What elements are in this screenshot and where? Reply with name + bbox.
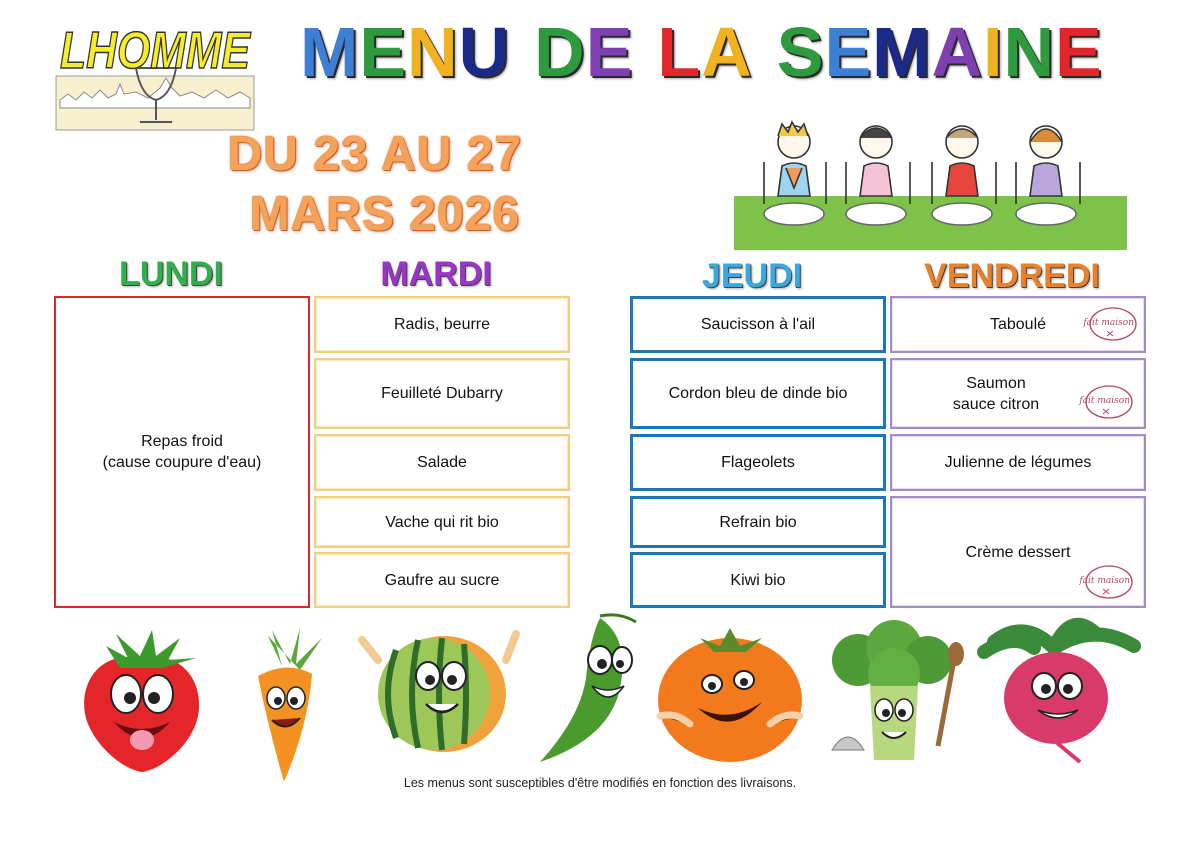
fait-maison-label: fait maison [1083,318,1134,328]
day-header-vendredi: VENDREDI [924,257,1100,295]
vendredi-item [890,496,1146,608]
title-letter: M [300,13,360,91]
title-letter: L [657,13,702,91]
fait-maison-label: fait maison [1079,396,1130,406]
jeudi-item: Flageolets [630,434,886,491]
mardi-item: Feuilleté Dubarry [314,358,570,429]
day-header-jeudi: JEUDI [701,257,803,295]
fait-maison-label: fait maison [1079,576,1130,586]
vendredi-item-label: Saumon sauce citron [952,374,1040,413]
day-header-lundi: LUNDI [119,255,223,293]
vendredi-item-label: Crème dessert [965,543,1071,561]
title-letter: E [824,13,873,91]
title-letter: D [534,13,586,91]
title-letter: A [701,13,753,91]
strawberry-character-illustration [76,628,206,774]
day-header-mardi: MARDI [380,255,492,293]
jeudi-item: Refrain bio [630,496,886,548]
mardi-item: Salade [314,434,570,491]
vendredi-item [890,358,1146,429]
vendredi-item: Julienne de légumes [890,434,1146,491]
cucumber-character-illustration [530,608,648,768]
mardi-item: Radis, beurre [314,296,570,353]
vendredi-item-label: Taboulé [989,316,1047,333]
lundi-menu-cell: Repas froid (cause coupure d'eau) [54,296,310,608]
melon-character-illustration [356,620,526,762]
title-letter: N [1003,13,1056,91]
date-line-1: DU 23 AU 27 [227,128,523,181]
title-letter: N [407,13,459,91]
persimmon-character-illustration [650,620,810,766]
title-letter [633,14,657,90]
title-letter: E [585,13,634,91]
title-letter: I [983,13,1004,91]
footer-note: Les menus sont susceptibles d'être modifiés en fonction des livraisons. [403,776,797,790]
mardi-item: Vache qui rit bio [314,496,570,548]
title-letter: A [931,13,984,91]
title-letter [753,14,777,90]
mardi-item: Gaufre au sucre [314,552,570,608]
jeudi-item: Cordon bleu de dinde bio [630,358,886,429]
title-letter: E [1055,13,1103,91]
broccoli-character-illustration [818,620,968,766]
date-line-2: MARS 2026 [249,188,521,241]
vendredi-item [890,296,1146,353]
title-letter: E [359,13,408,91]
page-title [300,14,1110,90]
title-letter: M [872,13,932,91]
title-letter: S [776,13,825,91]
title-letter: U [458,13,511,91]
radish-character-illustration [974,612,1146,764]
carrot-character-illustration [238,626,338,784]
title-letter [510,14,534,90]
logo-text: LHOMME [60,22,252,80]
jeudi-item: Kiwi bio [630,552,886,608]
children-at-table-illustration [734,112,1127,250]
lhomme-logo [56,8,254,130]
jeudi-item: Saucisson à l'ail [630,296,886,353]
